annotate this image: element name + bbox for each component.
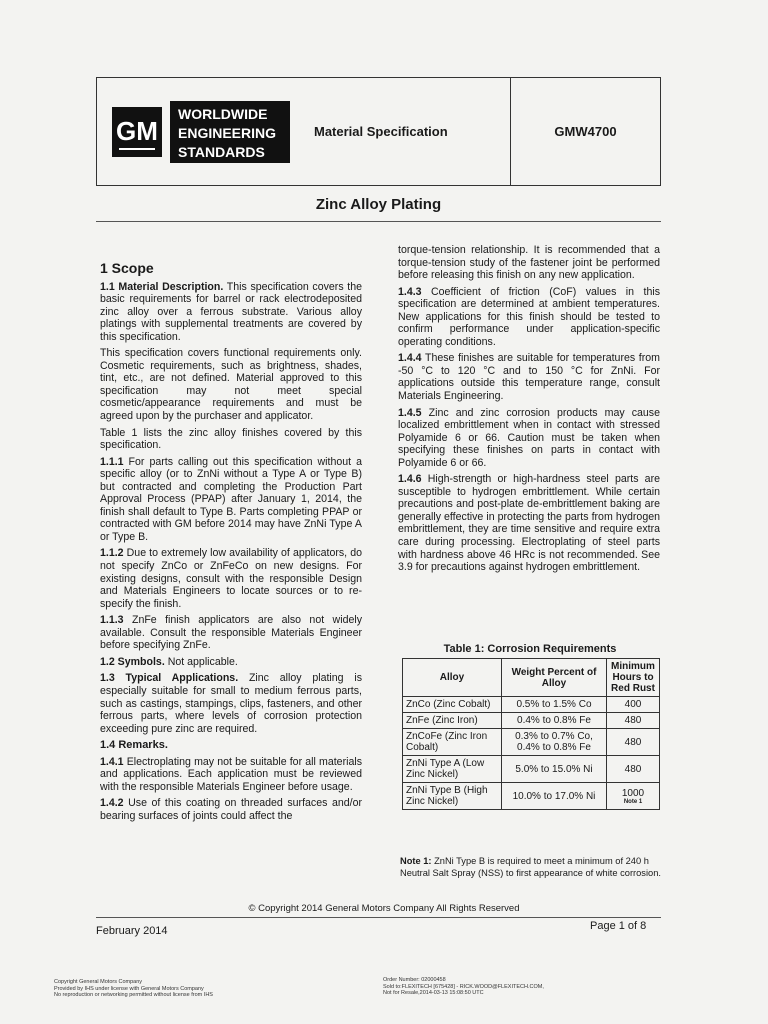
para-1-4-2: 1.4.2 Use of this coating on threaded surfaces and/or bearing surfaces of joints could affect the [100,797,362,822]
license-left: Copyright General Motors Company Provided by IHS under license with General Motors Company No reproduction or networking permitted without license from IHS [54,979,213,998]
table-row [403,783,660,810]
gm-logo [112,107,162,157]
table-row [403,756,660,783]
standards-badge [170,101,290,163]
cell-alloy: ZnCoFe (Zinc Iron Cobalt) [403,729,502,756]
table-header-row [403,659,660,697]
cell-alloy: ZnNi Type B (High Zinc Nickel) [403,783,502,810]
page-title: Zinc Alloy Plating [315,196,442,213]
note-ref: Note 1 [623,798,643,805]
org-line-3: STANDARDS [178,143,265,160]
para-1-1-1: 1.1.1 For parts calling out this specification without a specific alloy (or to ZnNi without a Type A or Type B) but contracted and completing the Production Part Approval Process (PPAP) after January 1, 2014, the finish shall default to Type B. Parts completing PPAP or contracted with GM before 2014 may have ZnNi Type A or Type B. [100,455,362,543]
footer-rule [96,917,661,918]
para-1-1-b: This specification covers functional requirements only. Cosmetic requirements, such as brightness, shades, tint, etc., are not defined. Material approved to this specification may not meet special cosmetic/appearance requirements and must be agreed upon by the purchaser and applicator. [100,347,362,423]
license-right: Order Number: 02000458 Sold to:FLEXITECH [675428] - RICK.WOOD@FLEXITECH.COM, Not for Resale,2014-03-13 15:08:50 UTC [383,977,544,996]
header-weight-percent: Weight Percent of Alloy [502,659,607,697]
gm-logo-text: GM [116,116,158,146]
corrosion-table [402,658,660,810]
cell-hours: 480 [607,729,660,756]
doc-number: GMW4700 [554,124,617,139]
cell-alloy: ZnNi Type A (Low Zinc Nickel) [403,756,502,783]
cell-hours: 400 [607,697,660,713]
remarks-heading: 1.4 Remarks. [100,739,168,752]
header-min-hours: Minimum Hours to Red Rust [607,659,660,697]
para-1-3: 1.3 Typical Applications. Zinc alloy plating is especially suitable for small to medium ferrous parts, such as castings, stampings, clips, fasteners, and other ferrous parts, where levels of corrosion protection exceeding pure zinc are required. [100,672,362,735]
table-row [403,713,660,729]
right-column [398,244,660,578]
table-title: Table 1: Corrosion Requirements [443,643,617,655]
cell-weight: 10.0% to 17.0% Ni [502,783,607,810]
header-alloy: Alloy [403,659,502,697]
cell-hours [607,783,660,810]
para-1-4-3: 1.4.3 Coefficient of friction (CoF) values in this specification are determined at ambient temperatures. New applications for this finish should be tested to confirm performance under application-specific operating conditions. [398,285,660,348]
section-scope-heading: 1 Scope [100,260,154,276]
header-left-cell [97,78,511,185]
header-box [96,77,661,186]
para-1-4-2-cont: torque-tension relationship. It is recommended that a torque-tension study of the fastener joint be performed before releasing this finish on any new application. [398,244,660,282]
para-1-1-3: 1.1.3 ZnFe finish applicators are also not widely available. Consult the responsible Materials Engineer before specifying ZnFe. [100,614,362,652]
para-1-1-2: 1.1.2 Due to extremely low availability of applicators, do not specify ZnCo or ZnFeCo on new designs. For existing designs, consult with the responsible Design and Materials Engineers to locate sources or to re-specify the finish. [100,547,362,610]
org-line-2: ENGINEERING [178,124,277,141]
para-1-4-1: 1.4.1 Electroplating may not be suitable for all materials and applications. Each application must be reviewed with the responsible Materials Engineer before usage. [100,755,362,793]
cell-weight: 0.5% to 1.5% Co [502,697,607,713]
left-column [100,256,362,826]
table-row [403,729,660,756]
para-1-2: 1.2 Symbols. Not applicable. [100,655,238,668]
para-1-4-6: 1.4.6 High-strength or high-hardness steel parts are susceptible to hydrogen embrittlement. While certain precautions and post-plate de-embrittlement baking are generally effective in protecting the parts from hydrogen embrittlement, they are time sensitive and require extra care during processing. Electroplating of steel parts with hardness above 46 HRc is not recommended. See 3.9 for precautions against hydrogen embrittlement. [398,473,660,574]
footer-date: February 2014 [96,925,168,937]
title-rule [96,221,661,222]
para-1-1: 1.1 Material Description. This specification covers the basic requirements for barrel or rack electrodeposited zinc alloy over a ferrous substrate. Various alloy platings with supplemental treatments are covered by this specification. [100,280,362,343]
table-row [403,697,660,713]
hours-value: 1000 [621,787,645,799]
org-line-1: WORLDWIDE [178,105,268,122]
cell-weight: 0.3% to 0.7% Co, 0.4% to 0.8% Fe [502,729,607,756]
doc-type: Material Specification [314,124,448,139]
cell-weight: 0.4% to 0.8% Fe [502,713,607,729]
cell-alloy: ZnCo (Zinc Cobalt) [403,697,502,713]
para-1-4-5: 1.4.5 Zinc and zinc corrosion products may cause localized embrittlement when in contact with stressed Polyamide 6 or 66. Caution must be taken when specifying these finishes on parts in contact with Polyamide 6 or 66. [398,406,660,469]
copyright-line: © Copyright 2014 General Motors Company All Rights Reserved [248,903,520,914]
cell-weight: 5.0% to 15.0% Ni [502,756,607,783]
cell-hours: 480 [607,756,660,783]
cell-hours: 480 [607,713,660,729]
cell-alloy: ZnFe (Zinc Iron) [403,713,502,729]
para-1-1-c: Table 1 lists the zinc alloy finishes covered by this specification. [100,426,362,452]
table-note: Note 1: ZnNi Type B is required to meet a minimum of 240 h Neutral Salt Spray (NSS) to first appearance of white corrosion. [400,856,661,878]
footer-page: Page 1 of 8 [590,920,647,932]
para-1-4-4: 1.4.4 These finishes are suitable for temperatures from -50 °C to 120 °C and to 150 °C for ZnNi. For applications outside this temperature range, consult Materials Engineering. [398,352,660,403]
